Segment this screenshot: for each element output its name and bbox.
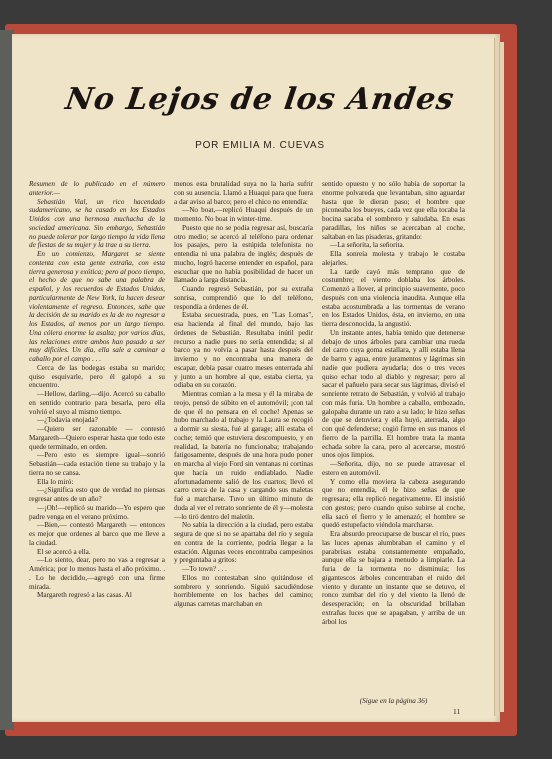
text-column-3 (322, 180, 465, 626)
paragraph: En un comienzo, Margaret se siente contenta con esta gente extraña, con esta tierra generosa y exótica; pero al poco tiempo, el hecho de que no sabe una palabra de español, y los recuerdos de Estados Unidos, particularmente de New York, la hacen desear violentamente el regreso. Entonces, sabe que la decisión de su marido es la de no regresar a los Estados, al menos por un largo tiempo. Una cólera enorme la asalta; por varios días, las relaciones entre ambos han pasado a ser muy difíciles. Un día, ella sale a caminar a caballo por el campo . . . (29, 250, 165, 363)
text-column-1 (29, 180, 165, 600)
paragraph: —¿Significa esto que de verdad no piensas regresar antes de un año? (29, 486, 165, 503)
paragraph: —Quiero ser razonable — contestó Margareth—Quiero esperar hasta que todo este quede terminado, en orden. (29, 425, 165, 451)
paragraph: menos esta brutalidad suya no la haría sufrir con su ausencia. Llamó a Huaqui para que fuera a dar aviso al barco; pero el chico no entendía: (174, 180, 313, 206)
paragraph: —No boat,—replicó Huaqui después de un momento. No boat in winter-time. (174, 206, 313, 223)
paragraph: Cuando regresó Sebastián, por su extraña sonrisa, comprendió que lo del teléfono, respondía a órdenes de él. (174, 285, 313, 311)
article-title: No Lejos de los Andes (63, 82, 457, 117)
paragraph: —Pero esto es siempre igual—sonrió Sebastián—cada estación tiene su trabajo y la tierra no se cansa. (29, 451, 165, 477)
paragraph: —Hellow, darling,—dijo. Acercó su caballo en sentido contrario para besarla, pero ella volvió el suyo al mismo tiempo. (29, 390, 165, 416)
paragraph: Era absurdo preocuparse de buscar el río, pues las luces apenas alumbraban el camino y el parabrisas estaba constantemente empañado, aunque ella se bajara a menudo a limpiarle. La furia de la tormenta no disminuía; los gigantescos árboles concentraban el ruido del viento y durante un instante que se detuvo, el ronco zumbar del río y del viento la llenó de desesperación; en la obscuridad brillaban extrañas luces que se apagaban, y arriba de un árbol los (322, 530, 465, 626)
paragraph: El se acercó a ella. (37, 547, 91, 556)
paragraph: —Bien,— contestó Margareth — entonces es mejor que ordenes al barco que me lleve a la ciudad. (29, 521, 165, 547)
paragraph: Y como ella moviera la cabeza asegurando que no entendía, él le hizo señas de que regresara; ella replicó negativamente. El insistió con gestos; pero cuando quiso subirse al coche, ella sacó el fierro y le amenazó; el hombre se quedó estupefacto viéndola marcharse. (322, 477, 465, 530)
paragraph: Sebastián Vial, un rico hacendado sudamericano, se ha casado en los Estados Unidos con una hermosa muchacha de la sociedad americana. Sin embargo, Sebastián no puede tolerar por largo tiempo la vida llena de fiestas de su mujer y la trae a su tierra. (29, 197, 165, 250)
paragraph: sentido opuesto y no sólo había de soportar la enorme polvareda que levantaban, sino aguardar hasta que le dieran paso; el hombre que piconeaba los bueyes, cada vez que ella tocaba la bocina sacaba el sombrero y saludaba. En esas paradillas, los niños se acercaban al coche, saltaban en las pisaderas, gritando: (322, 180, 465, 241)
paragraph: Un instante antes, había tenido que detenerse debajo de unos árboles para cambiar una rueda del carro cuya goma estallara, y allí estaba llena de barro y agua, entre juramentos y lágrimas sin nadie que pudiera ayudarla; dos o tres veces quiso echar todo al diablo y regresar; pero al sacar el pañuelo para secar sus lágrimas, divisó el sonriente retrato de Sebastián, y volvió al trabajo con más furia. Un hombre a caballo, embozado, galopaba durante un rato a su lado; le hizo señas de que se detuviera y ella huyó, aterrada, algo con qué defenderse; cogió firme en sus manos el fierro de la parrilla. El hombre trata la manta echada sobre la cara, pero al acercarse, mostró unos ojos limpios. (322, 328, 465, 460)
paragraph: Margareth regresó a las casas. Al (37, 591, 132, 600)
page-edge (499, 42, 504, 712)
paragraph: Ella lo miró: (37, 477, 74, 486)
paragraph: —¿Todavía enojada? (37, 416, 98, 425)
paragraph: —Señorita, dijo, no se puede atravesar el estero en automóvil. (322, 460, 465, 477)
paragraph: Ellos no contestaban sino quitándose el sombrero y sonriendo. Siguió sacudiéndose horriblemente en los baches del camino; algunas carretas marchaban en (174, 573, 313, 608)
paragraph: Resumen de lo publicado en el número anterior.— (29, 180, 165, 197)
continued-note: (Sigue en la página 36) (359, 697, 428, 705)
paragraph: La tarde cayó más temprano que de costumbre; el viento doblaba los árboles. Comenzó a llover, al principio suavemente, poco después con una violencia inaudita. Aunque ella estaba acostumbrada a las tormentas de verano en los Estados Unidos, ésta, en invierno, en una tierra desconocida, la angustió. (322, 267, 465, 328)
paragraph: —¡Oh!—replicó su marido—Yo espero que padre venga en el verano próximo. (29, 503, 165, 521)
paragraph: Estaba secuestrada, pues, en "Las Lomas", esa hacienda al final del mundo, bajo las órdenes de Sebastián. Resultaba inútil pedir recurso a nadie pues no sería entendida; si al barco ya no volvía a pasar hasta después del invierno y no encontraba una manera de escapar, debía pasar cuatro meses enterrada ahí y junto a un hombre al que, estaba cierta, ya odiaba en su corazón. (174, 311, 313, 390)
paragraph: Ella sonreía molesta y trabajo le costaba alejarles. (322, 250, 465, 267)
paragraph: —Lo siento, dear, pero no vas a regresar a América; por lo menos hasta el año próximo. . . Lo he decidido,—agregó con una firme mirada. (29, 556, 165, 591)
page-number: 11 (453, 707, 461, 716)
paragraph: —To town? . . . (182, 565, 227, 573)
paragraph: Puesto que no se podía regresar así, buscaría otro medio; se acercó al teléfono para ordenar los pasajes, pero la estúpida telefonista no entendía ni una palabra de inglés; después de mucho, logró hacerse entender en español, para escuchar que no había posibilidad de hacer un llamado a larga distancia. (174, 223, 313, 285)
paragraph: No sabía la dirección a la ciudad, pero estaba segura de que si no se apartaba del río y seguía en contra de la corriente, podría llegar a la estación. Algunas veces encontraba campesinos y preguntaba a gritos: (174, 521, 313, 565)
paragraph: Cerca de las bodegas estaba su marido; quiso esquivarle, pero él galopó a su encuentro. (29, 363, 165, 390)
paragraph: Mientras comían a la mesa y él la miraba de reojo, pensó de súbito en el automóvil; ¡con tal de que él no pensara en el coche! Apenas se hubo marchado al trabajo y la Laura se recogió a dormir su siesta, fué al garage; allí estaba el coche; temió que estuviera descompuesto, y en realidad, la batería no funcionaba; trabajando fatigosamente, después de una hora pudo poner en marcha al viejo Ford sin ventanas ni cortinas que hacía un ruido endiablado. Nadie afortunadamente salió de los cuartos; llevó el carro cerca de la casa y cargando sus maletas fué a marcharse. Tuvo un último minuto de duda al ver el retrato sonriente de él y—molesta—lo tiró dentro del maletín. (174, 390, 313, 521)
paragraph: —La señorita, la señorita. (330, 241, 405, 250)
text-column-2 (174, 180, 313, 609)
article-byline: POR EMILIA M. CUEVAS (195, 140, 325, 151)
